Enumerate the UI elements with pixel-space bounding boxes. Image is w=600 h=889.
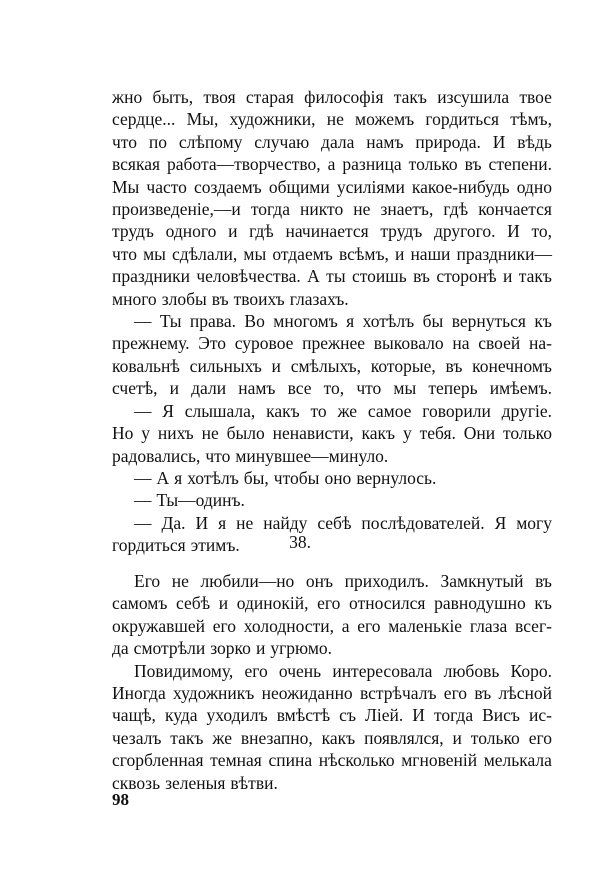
text-line: произведеніе,—и тогда никто не знаетъ, гдѣ кончается — [112, 199, 552, 220]
text-line: — Я слышала, какъ то же самое говорили другіе. — [134, 400, 552, 421]
text-line: — Ты права. Во многомъ я хотѣлъ бы вернуться къ — [134, 311, 552, 332]
text-line: сгорбленная темная спина нѣсколько мгновеній мелькала — [112, 750, 552, 771]
text-line: праздники человѣчества. А ты стоишь въ сторонѣ и такъ — [112, 266, 552, 287]
text-line: Повидимому, его очень интересовала любовь Коро. — [134, 660, 552, 681]
text-block-dialogue — [112, 86, 552, 557]
text-line: — Ты—одинъ. — [134, 490, 245, 511]
text-line: — А я хотѣлъ бы, чтобы оно вернулось. — [134, 467, 437, 488]
text-line: жно быть, твоя старая философія такъ изсушила твое — [112, 87, 552, 107]
text-line: что по слѣпому случаю дала намъ природа. И вѣдь — [112, 131, 552, 152]
text-line: радовались, что минувшее—минуло. — [112, 445, 389, 466]
text-line: Но у нихъ не было ненависти, какъ у тебя. Они только — [112, 423, 552, 444]
page-number: 98 — [112, 790, 129, 809]
text-line: да смотрѣли зорко и угрюмо. — [112, 638, 333, 659]
text-line: счетѣ, и дали намъ все то, что мы теперь имѣемъ. — [112, 378, 552, 399]
text-line: всякая работа—творчество, а разница только въ степени. — [112, 154, 552, 175]
text-line: ковальнѣ сильныхъ и смѣлыхъ, которые, въ конечномъ — [112, 355, 552, 376]
text-line: чезалъ такъ же внезапно, какъ появлялся, и только его — [112, 727, 552, 748]
text-line: сердце... Мы, художники, не можемъ гордиться тѣмъ, — [112, 109, 552, 130]
text-line: Мы часто создаемъ общими усиліями какое-нибудь одно — [112, 176, 552, 197]
text-line: чащѣ, куда уходилъ вмѣстѣ съ Ліей. И тогда Висъ ис- — [112, 705, 552, 726]
text-line: прежнему. Это суровое прежнее выковало на своей на- — [112, 333, 552, 354]
text-line: сквозь зеленыя вѣтви. — [112, 772, 278, 793]
text-line: Его не любили—но онъ приходилъ. Замкнутый въ — [134, 571, 552, 591]
text-line: что мы сдѣлали, мы отдаемъ всѣмъ, и наши праздники— — [112, 243, 552, 264]
text-line: трудъ одного и гдѣ начинается трудъ другого. И то, — [112, 221, 552, 242]
text-line: окружавшей его холодности, а его маленькіе глаза всег- — [112, 615, 552, 636]
text-line: много злобы въ твоихъ глазахъ. — [112, 288, 349, 309]
text-line: Иногда художникъ неожиданно встрѣчалъ его въ лѣсной — [112, 683, 552, 704]
text-line: гордиться этимъ. — [112, 535, 240, 556]
text-block-chapter-38 — [112, 570, 552, 794]
text-line: — Да. И я не найду себѣ послѣдователей. Я могу — [134, 512, 552, 533]
text-line: самомъ себѣ и одинокій, его относился равнодушно къ — [112, 593, 552, 614]
chapter-number: 38. — [289, 532, 311, 552]
